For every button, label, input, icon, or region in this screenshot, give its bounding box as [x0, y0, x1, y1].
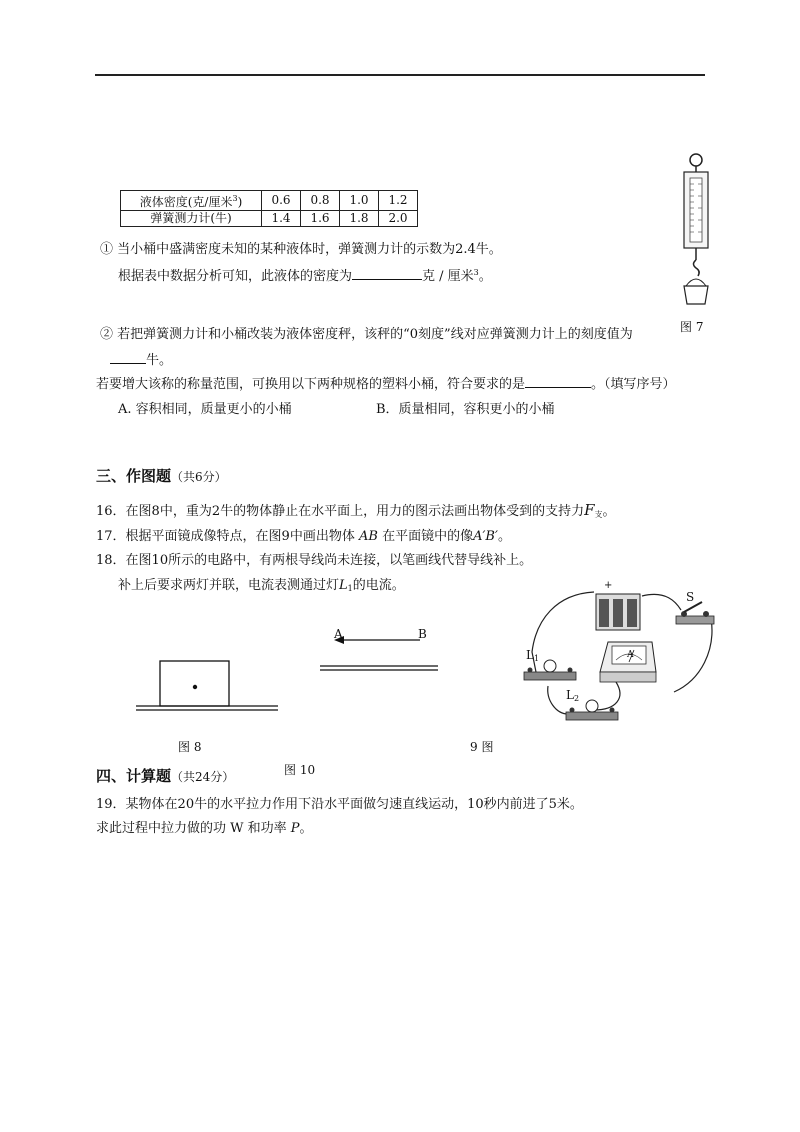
fig10-label-plus: +: [604, 580, 613, 591]
q17: 17．根据平面镜成像特点，在图9中画出物体 AB 在平面镜中的像A′B′。: [96, 529, 511, 544]
section-4-heading: 四、计算题（共24分）: [96, 767, 235, 785]
q15-part2-line2: 牛。: [110, 349, 172, 368]
q15-part2-line1: ② 若把弹簧测力计和小桶改装为液体密度秤，该秤的“0刻度”线对应弹簧测力计上的刻度值为: [100, 327, 633, 342]
fig7-caption: 图 7: [680, 320, 704, 334]
fig8-caption: 图 8: [178, 740, 202, 754]
q19-line2: 求此过程中拉力做的功 W 和功率 P。: [96, 821, 313, 836]
spring-scale-figure: [676, 152, 726, 312]
fig10-label-l2: $L_2$: [566, 688, 580, 703]
table-cell: 2.0: [379, 211, 418, 227]
table-cell: 0.8: [301, 191, 340, 211]
density-table: [120, 190, 418, 227]
table-cell: 1.4: [262, 211, 301, 227]
fig9-label-b: B: [418, 627, 427, 641]
table-row-label: 弹簧测力计(牛): [121, 211, 262, 227]
q18-line1: 18．在图10所示的电路中，有两根导线尚未连接，以笔画线代替导线补上。: [96, 553, 533, 568]
q15-option-a: A. 容积相同，质量更小的小桶: [118, 402, 292, 417]
answer-blank[interactable]: [352, 267, 422, 280]
q15-part1-line1: ① 当小桶中盛满密度未知的某种液体时，弹簧测力计的示数为2.4牛。: [100, 242, 502, 257]
section-3-heading: 三、作图题（共6分）: [96, 467, 227, 485]
fig10-caption: 图 10: [284, 763, 316, 777]
q15-option-b: B．质量相同，容积更小的小桶: [376, 402, 555, 417]
table-cell: 1.0: [340, 191, 379, 211]
header-rule: [95, 74, 705, 76]
fig9-caption: 9 图: [470, 740, 494, 754]
ammeter-icon: [600, 642, 656, 682]
q18-line2: 补上后要求两灯并联，电流表测通过灯$L_1$的电流。: [118, 578, 405, 593]
switch-icon: [676, 602, 714, 624]
answer-blank[interactable]: [525, 375, 591, 388]
table-cell: 1.8: [340, 211, 379, 227]
q15-part1-line2: 根据表中数据分析可知，此液体的密度为 克 / 厘米$^3$。: [118, 268, 492, 284]
table-cell: 0.6: [262, 191, 301, 211]
lamp-l1-icon: [524, 660, 576, 680]
fig10-label-ammeter: A: [627, 650, 634, 660]
fig10-label-l1: $L_1$: [526, 648, 540, 663]
q19-line1: 19．某物体在20牛的水平拉力作用下沿水平面做匀速直线运动，10秒内前进了5米。: [96, 797, 583, 812]
fig8-box-on-surface: [130, 655, 280, 715]
fig10-label-s: S: [686, 590, 695, 604]
table-row: [121, 211, 418, 227]
table-row: [121, 191, 418, 211]
lamp-l2-icon: [566, 700, 618, 720]
q16: 16．在图8中，重为2牛的物体静止在水平面上，用力的图示法画出物体受到的支持力$F_支$。: [96, 501, 616, 519]
table-cell: 1.2: [379, 191, 418, 211]
q15-part3: 若要增大该称的称量范围，可换用以下两种规格的塑料小桶，符合要求的是 。（填写序号）: [96, 377, 676, 392]
fig9-label-a: A: [334, 627, 343, 641]
battery-icon: [596, 594, 640, 630]
answer-blank[interactable]: [110, 351, 146, 364]
table-row-label: 液体密度(克/厘米$^3$): [121, 191, 262, 211]
table-cell: 1.6: [301, 211, 340, 227]
